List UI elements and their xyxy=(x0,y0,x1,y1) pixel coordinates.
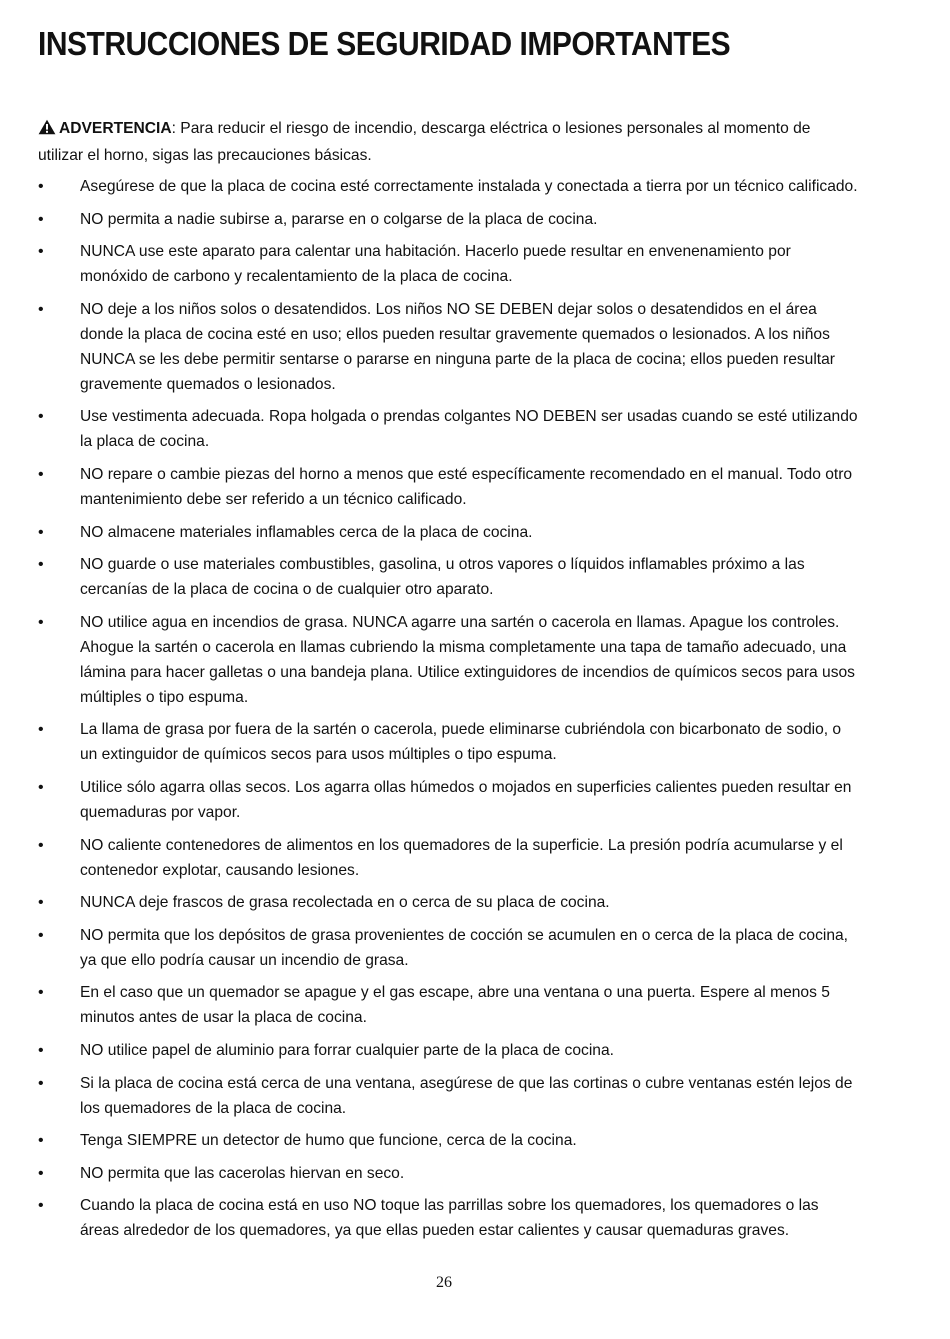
list-item xyxy=(38,980,858,1030)
list-item xyxy=(38,923,858,973)
warning-paragraph xyxy=(38,116,838,168)
list-item-text: Si la placa de cocina está cerca de una ventana, asegúrese de que las cortinas o cubre ventanas estén lejos de los quemadores de la placa de cocina. xyxy=(80,1074,853,1117)
bullet-icon: • xyxy=(38,894,44,912)
page-number: 26 xyxy=(436,1274,452,1291)
list-item xyxy=(38,1128,858,1153)
list-item xyxy=(38,1038,858,1063)
bullet-icon: • xyxy=(38,243,44,261)
list-item xyxy=(38,520,858,545)
list-item xyxy=(38,552,858,602)
list-item-text: En el caso que un quemador se apague y el gas escape, abre una ventana o una puerta. Espere al menos 5 minutos antes de usar la placa de cocina. xyxy=(80,984,830,1027)
bullet-icon: • xyxy=(38,926,44,944)
list-item-text: Tenga SIEMPRE un detector de humo que funcione, cerca de la cocina. xyxy=(80,1132,577,1150)
list-item xyxy=(38,404,858,454)
list-item xyxy=(38,610,858,710)
list-item-text: Asegúrese de que la placa de cocina esté correctamente instalada y conectada a tierra por un técnico calificado. xyxy=(80,178,858,195)
list-item-text: NUNCA deje frascos de grasa recolectada en o cerca de su placa de cocina. xyxy=(80,894,610,912)
list-item-text: NO almacene materiales inflamables cerca de la placa de cocina. xyxy=(80,523,533,541)
bullet-icon: • xyxy=(38,1074,44,1092)
list-item xyxy=(38,890,858,915)
list-item-text: Utilice sólo agarra ollas secos. Los agarra ollas húmedos o mojados en superficies calientes pueden resultar en quemaduras por vapor. xyxy=(80,778,852,821)
list-item-text: Use vestimenta adecuada. Ropa holgada o prendas colgantes NO DEBEN ser usadas cuando se esté utilizando la placa de cocina. xyxy=(80,408,858,451)
bullet-icon: • xyxy=(38,210,44,228)
list-item xyxy=(38,239,858,289)
bullet-icon: • xyxy=(38,556,44,574)
list-item-text: NO caliente contenedores de alimentos en los quemadores de la superficie. La presión podría acumularse y el contenedor explotar, causando lesiones. xyxy=(80,836,843,879)
list-item xyxy=(38,297,858,397)
list-item xyxy=(38,1193,858,1243)
safety-list xyxy=(38,174,858,1251)
list-item xyxy=(38,775,858,825)
warning-label: ADVERTENCIA xyxy=(59,120,172,137)
bullet-icon: • xyxy=(38,721,44,739)
list-item-text: NUNCA use este aparato para calentar una habitación. Hacerlo puede resultar en envenenamiento por monóxido de carbono y recalentamiento de la placa de cocina. xyxy=(80,243,791,286)
list-item-text: NO utilice agua en incendios de grasa. NUNCA agarre una sartén o cacerola en llamas. Apague los controles. Ahogue la sartén o cacerola en llamas cubriendo la misma completamente una tapa de tamaño adecuado, una lámina para hacer galletas o una bandeja plana. Utilice extinguidores de incendios de químicos secos para usos múltiples o tipo espuma. xyxy=(80,613,855,706)
list-item xyxy=(38,1071,858,1121)
page-title: INSTRUCCIONES DE SEGURIDAD IMPORTANTES xyxy=(38,26,731,63)
list-item-text: La llama de grasa por fuera de la sartén o cacerola, puede eliminarse cubriéndola con bicarbonato de sodio, o un extinguidor de químicos secos para usos múltiples o tipo espuma. xyxy=(80,721,842,764)
bullet-icon: • xyxy=(38,1132,44,1150)
warning-text: : Para reducir el riesgo de incendio, descarga eléctrica o lesiones personales al momento de utilizar el horno, sigas las precauciones básicas. xyxy=(38,120,811,164)
bullet-icon: • xyxy=(38,613,44,631)
bullet-icon: • xyxy=(38,408,44,426)
list-item-text: NO guarde o use materiales combustibles, gasolina, u otros vapores o líquidos inflamables próximo a las cercanías de la placa de cocina o de cualquier otro aparato. xyxy=(80,556,805,599)
bullet-icon: • xyxy=(38,1164,44,1182)
list-item-text: NO permita que las cacerolas hiervan en seco. xyxy=(80,1164,405,1182)
bullet-icon: • xyxy=(38,523,44,541)
warning-triangle-icon xyxy=(38,118,56,143)
list-item xyxy=(38,207,858,232)
list-item-text: NO permita que los depósitos de grasa provenientes de cocción se acumulen en o cerca de la placa de cocina, ya que ello podría causar un incendio de grasa. xyxy=(80,926,849,969)
list-item xyxy=(38,833,858,883)
list-item-text: Cuando la placa de cocina está en uso NO toque las parrillas sobre los quemadores, los quemadores o las áreas alrededor de los quemadores, ya que ellas pueden estar calientes y causar quemaduras graves. xyxy=(80,1197,819,1240)
list-item-text: NO deje a los niños solos o desatendidos. Los niños NO SE DEBEN dejar solos o desatendidos en el área donde la placa de cocina esté en uso; ellos pueden resultar gravemente quemados o lesionados. A los niños NUNCA se les debe permitir sentarse o pararse en ninguna parte de la placa de cocina; ellos pueden resultar gravemente quemados o lesionados. xyxy=(80,300,836,393)
bullet-icon: • xyxy=(38,1041,44,1059)
list-item xyxy=(38,1161,858,1186)
list-item-text: NO repare o cambie piezas del horno a menos que esté específicamente recomendado en el manual. Todo otro mantenimiento debe ser referido a un técnico calificado. xyxy=(80,465,853,508)
bullet-icon: • xyxy=(38,836,44,854)
bullet-icon: • xyxy=(38,465,44,483)
list-item xyxy=(38,462,858,512)
list-item-text: NO utilice papel de aluminio para forrar cualquier parte de la placa de cocina. xyxy=(80,1041,614,1059)
list-item-text: NO permita a nadie subirse a, pararse en o colgarse de la placa de cocina. xyxy=(80,210,598,228)
bullet-icon: • xyxy=(38,1197,44,1215)
bullet-icon: • xyxy=(38,984,44,1002)
list-item xyxy=(38,174,858,199)
bullet-icon: • xyxy=(38,300,44,318)
bullet-icon: • xyxy=(38,178,44,195)
bullet-icon: • xyxy=(38,778,44,796)
list-item xyxy=(38,717,858,767)
